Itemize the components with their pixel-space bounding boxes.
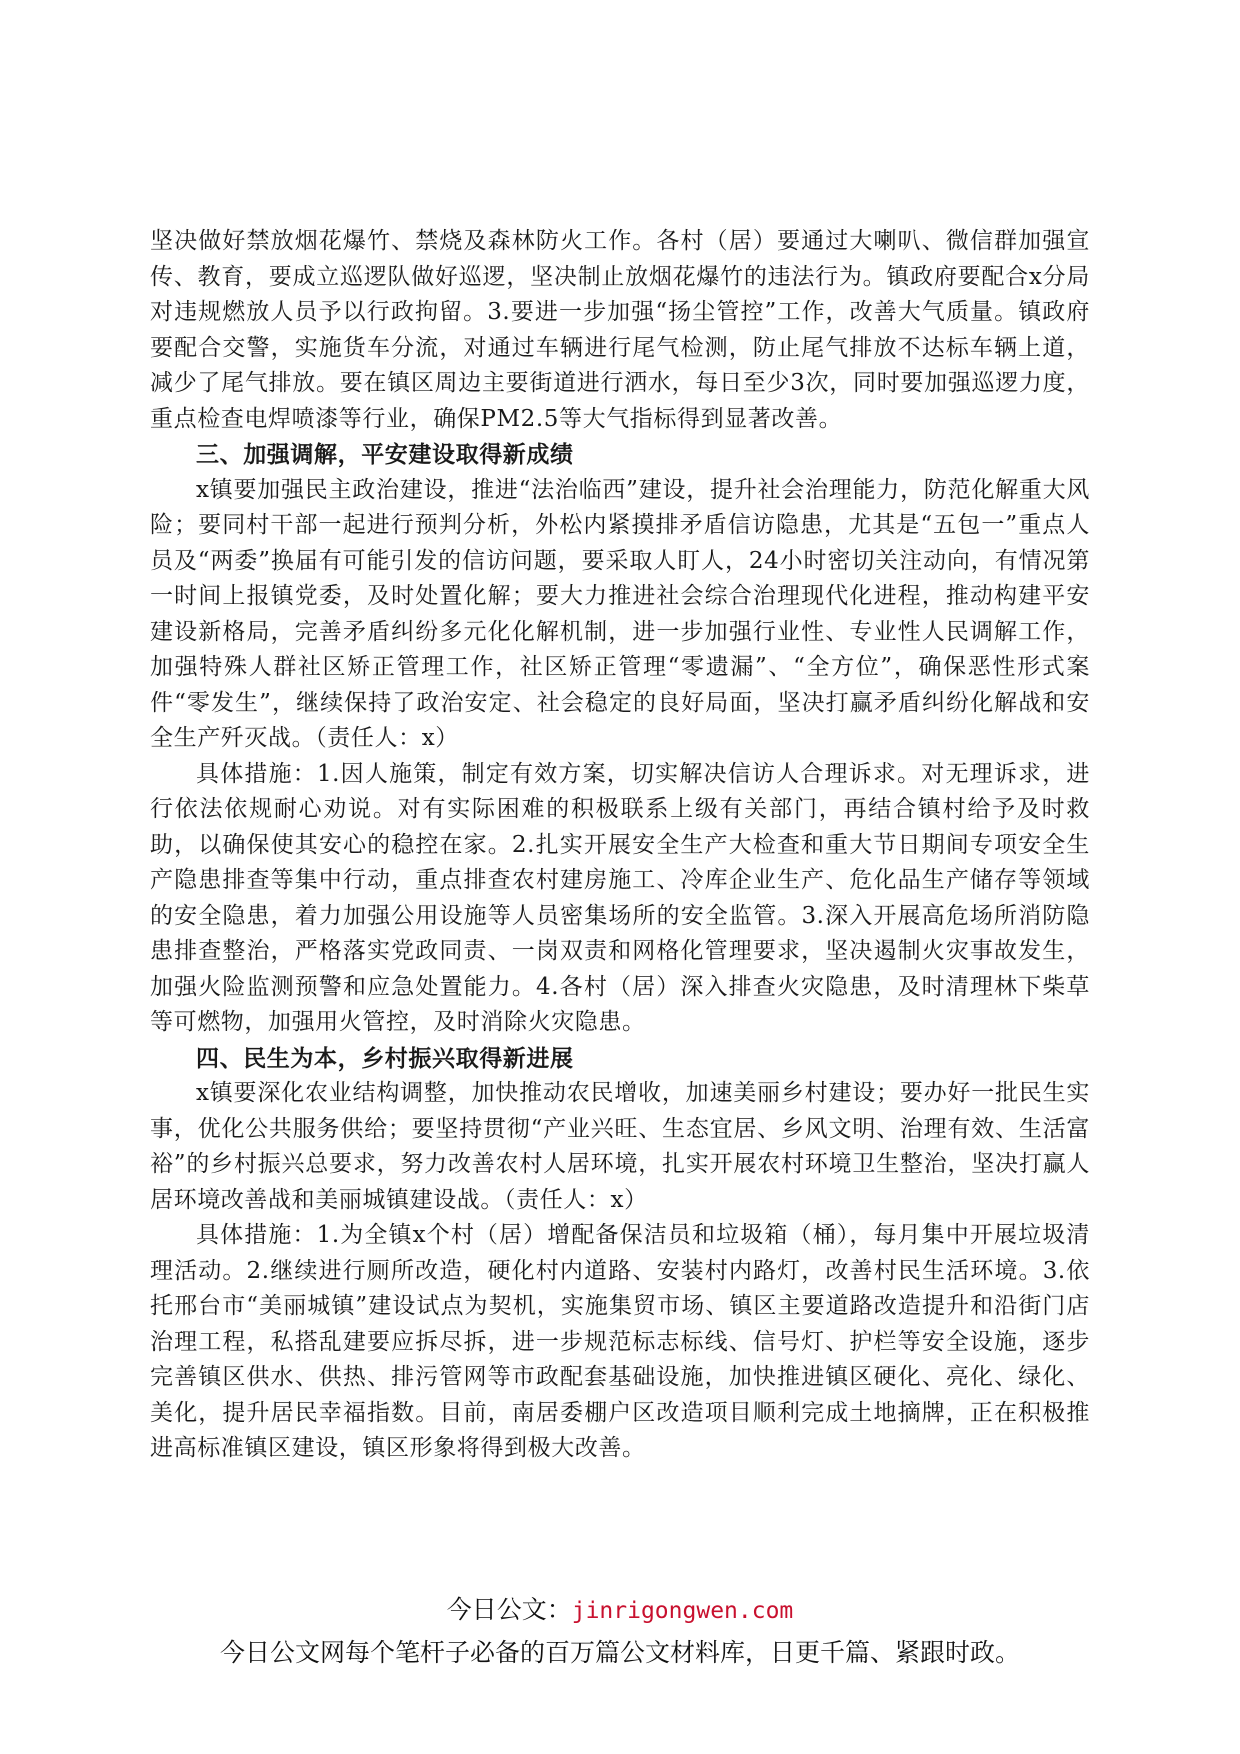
paragraph-section-four-measures: 具体措施：1.为全镇x个村（居）增配备保洁员和垃圾箱（桶），每月集中开展垃圾清理活动。2.继续进行厕所改造，硬化村内道路、安装村内路灯，改善村民生活环境。3.依托邢台市“美丽城镇”建设试点为契机，实施集贸市场、镇区主要道路改造提升和沿街门店治理工程，私搭乱建要应拆尽拆，进一步规范标志标线、信号灯、护栏等安全设施，逐步完善镇区供水、供热、排污管网等市政配套基础设施，加快推进镇区硬化、亮化、绿化、美化，提升居民幸福指数。目前，南居委棚户区改造项目顺利完成土地摘牌，正在积极推进高标准镇区建设，镇区形象将得到极大改善。: [150, 1222, 1090, 1461]
paragraph-section-three-body: x镇要加强民主政治建设，推进“法治临西”建设，提升社会治理能力，防范化解重大风险；要同村干部一起进行预判分析，外松内紧摸排矛盾信访隐患，尤其是“五包一”重点人员及“两委”换届有可能引发的信访问题，要采取人盯人，24小时密切关注动向，有情况第一时间上报镇党委，及时处置化解；要大力推进社会综合治理现代化进程，推动构建平安建设新格局，完善矛盾纠纷多元化化解机制，进一步加强行业性、专业性人民调解工作，加强特殊人群社区矫正管理工作，社区矫正管理“零遗漏”、“全方位”，确保恶性形式案件“零发生”，继续保持了政治安定、社会稳定的良好局面，坚决打赢矛盾纠纷化解战和安全生产歼灭战。（责任人：x）: [150, 476, 1090, 751]
section-heading-three: 三、加强调解，平安建设取得新成绩: [196, 441, 574, 468]
paragraph-continuation: 坚决做好禁放烟花爆竹、禁烧及森林防火工作。各村（居）要通过大喇叭、微信群加强宣传、教育，要成立巡逻队做好巡逻，坚决制止放烟花爆竹的违法行为。镇政府要配合x分局对违规燃放人员予以行政拘留。3.要进一步加强“扬尘管控”工作，改善大气质量。镇政府要配合交警，实施货车分流，对通过车辆进行尾气检测，防止尾气排放不达标车辆上道，减少了尾气排放。要在镇区周边主要街道进行洒水，每日至少3次，同时要加强巡逻力度，重点检查电焊喷漆等行业，确保PM2.5等大气指标得到显著改善。: [150, 228, 1090, 432]
paragraph-section-four-body: x镇要深化农业结构调整，加快推动农民增收，加速美丽乡村建设；要办好一批民生实事，优化公共服务供给；要坚持贯彻“产业兴旺、生态宜居、乡风文明、治理有效、生活富裕”的乡村振兴总要求，努力改善农村人居环境，扎实开展农村环境卫生整治，坚决打赢人居环境改善战和美丽城镇建设战。（责任人：x）: [150, 1080, 1090, 1213]
paragraph-section-three-measures: 具体措施：1.因人施策，制定有效方案，切实解决信访人合理诉求。对无理诉求，进行依法依规耐心劝说。对有实际困难的积极联系上级有关部门，再结合镇村给予及时救助，以确保使其安心的稳控在家。2.扎实开展安全生产大检查和重大节日期间专项安全生产隐患排查等集中行动，重点排查农村建房施工、冷库企业生产、危化品生产储存等领域的安全隐患，着力加强公用设施等人员密集场所的安全监管。3.深入开展高危场所消防隐患排查整治，严格落实党政同责、一岗双责和网格化管理要求，坚决遏制火灾事故发生，加强火险监测预警和应急处置能力。4.各村（居）深入排查火灾隐患，及时清理林下柴草等可燃物，加强用火管控，及时消除火灾隐患。: [150, 760, 1090, 1035]
footer-site-label: 今日公文：: [446, 1595, 572, 1624]
footer-slogan: 今日公文网每个笔杆子必备的百万篇公文材料库，日更千篇、紧跟时政。: [219, 1638, 1020, 1667]
footer-site-link[interactable]: jinrigongwen.com: [571, 1598, 794, 1624]
footer-site-line: [0, 1594, 1240, 1627]
section-heading-four: 四、民生为本，乡村振兴取得新进展: [196, 1044, 574, 1072]
document-body: [150, 224, 1090, 1467]
